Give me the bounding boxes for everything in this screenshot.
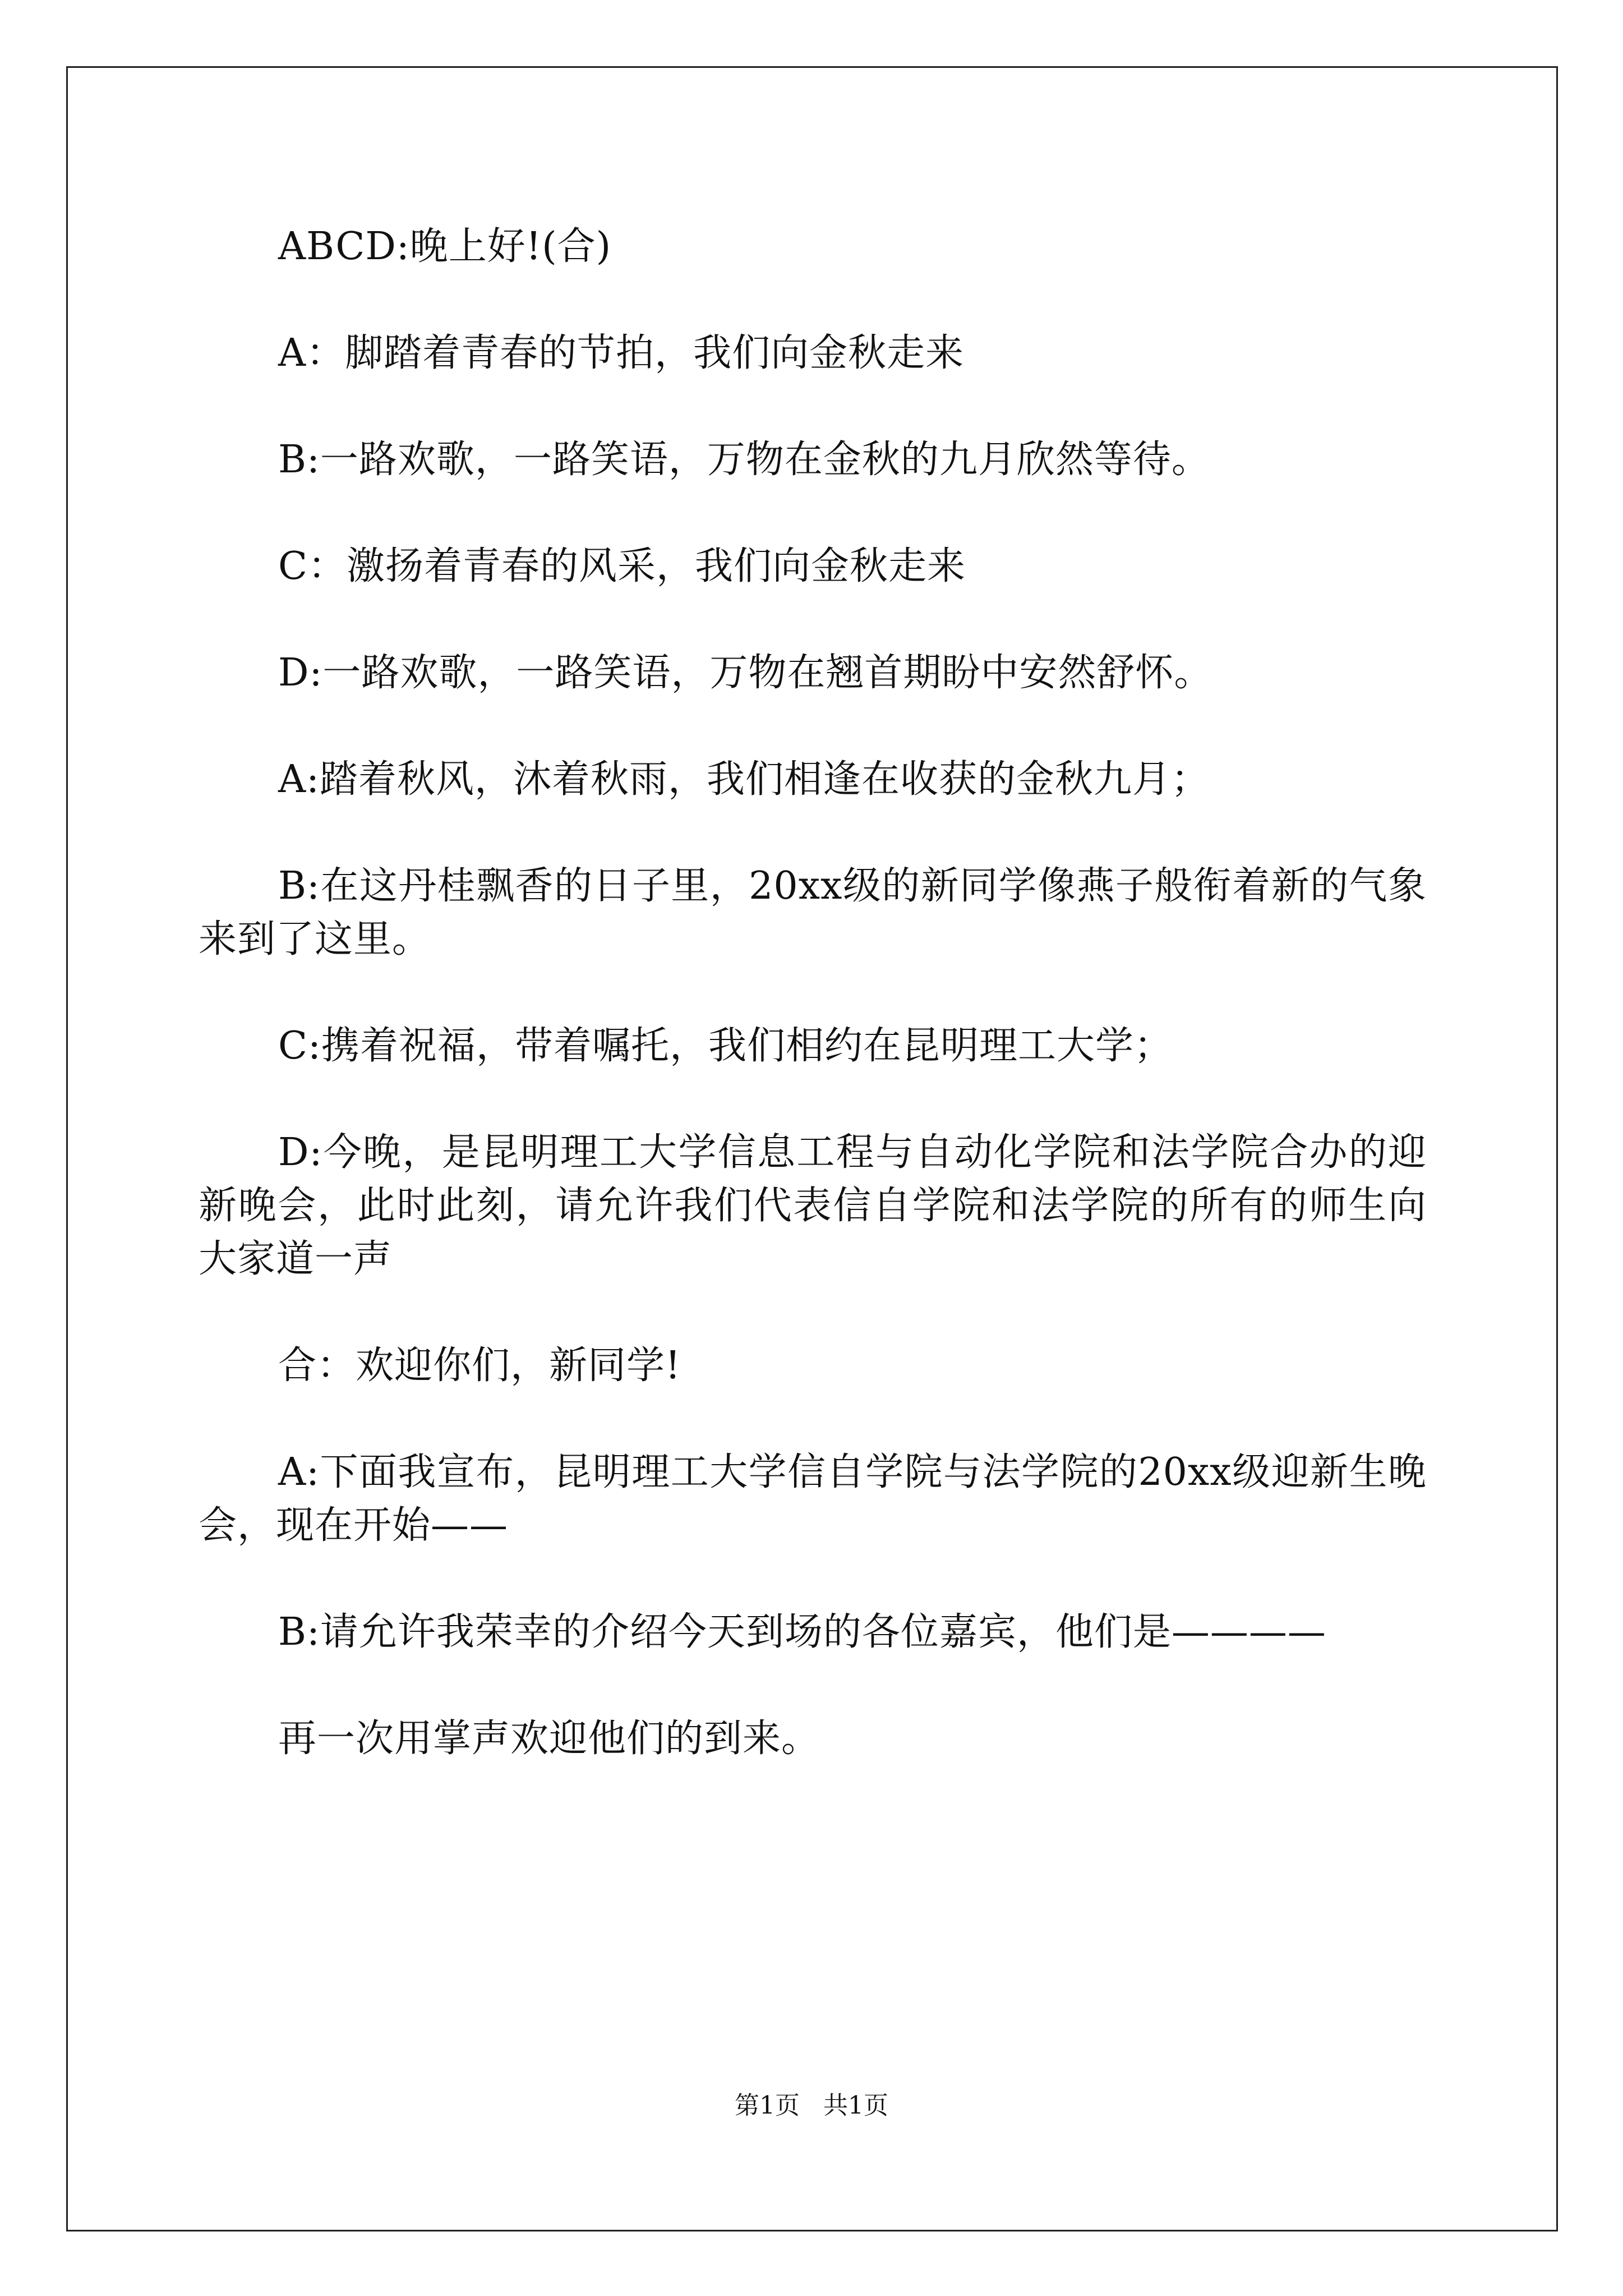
paragraph: A：脚踏着青春的节拍，我们向金秋走来 bbox=[278, 331, 965, 375]
paragraph: ABCD:晚上好!(合) bbox=[278, 224, 612, 269]
paragraph: C：激扬着青春的风采，我们向金秋走来 bbox=[278, 544, 966, 588]
document-body bbox=[199, 220, 1427, 1819]
paragraph: C:携着祝福，带着嘱托，我们相约在昆明理工大学； bbox=[278, 1024, 1173, 1068]
paragraph: B:请允许我荣幸的介绍今天到场的各位嘉宾，他们是———— bbox=[278, 1610, 1326, 1654]
paragraph: B:一路欢歌，一路笑语，万物在金秋的九月欣然等待。 bbox=[278, 438, 1210, 482]
paragraph: A:下面我宣布，昆明理工大学信自学院与法学院的20xx级迎新生晚会，现在开始—— bbox=[199, 1450, 1427, 1548]
paragraph: 合：欢迎你们，新同学! bbox=[278, 1343, 681, 1388]
page-total: 共1页 bbox=[823, 2091, 888, 2120]
page-footer bbox=[0, 2089, 1623, 2123]
paragraph: 再一次用掌声欢迎他们的到来。 bbox=[278, 1717, 820, 1761]
paragraph: A:踏着秋风，沐着秋雨，我们相逢在收获的金秋九月； bbox=[278, 757, 1210, 802]
paragraph: D:今晚，是昆明理工大学信息工程与自动化学院和法学院合办的迎新晚会，此时此刻，请允许我们代表信自学院和法学院的所有的师生向大家道一声 bbox=[199, 1130, 1427, 1281]
page-number: 第1页 bbox=[735, 2091, 800, 2120]
paragraph: D:一路欢歌，一路笑语，万物在翘首期盼中安然舒怀。 bbox=[278, 651, 1213, 695]
paragraph: B:在这丹桂飘香的日子里，20xx级的新同学像燕子般衔着新的气象来到了这里。 bbox=[199, 864, 1427, 961]
